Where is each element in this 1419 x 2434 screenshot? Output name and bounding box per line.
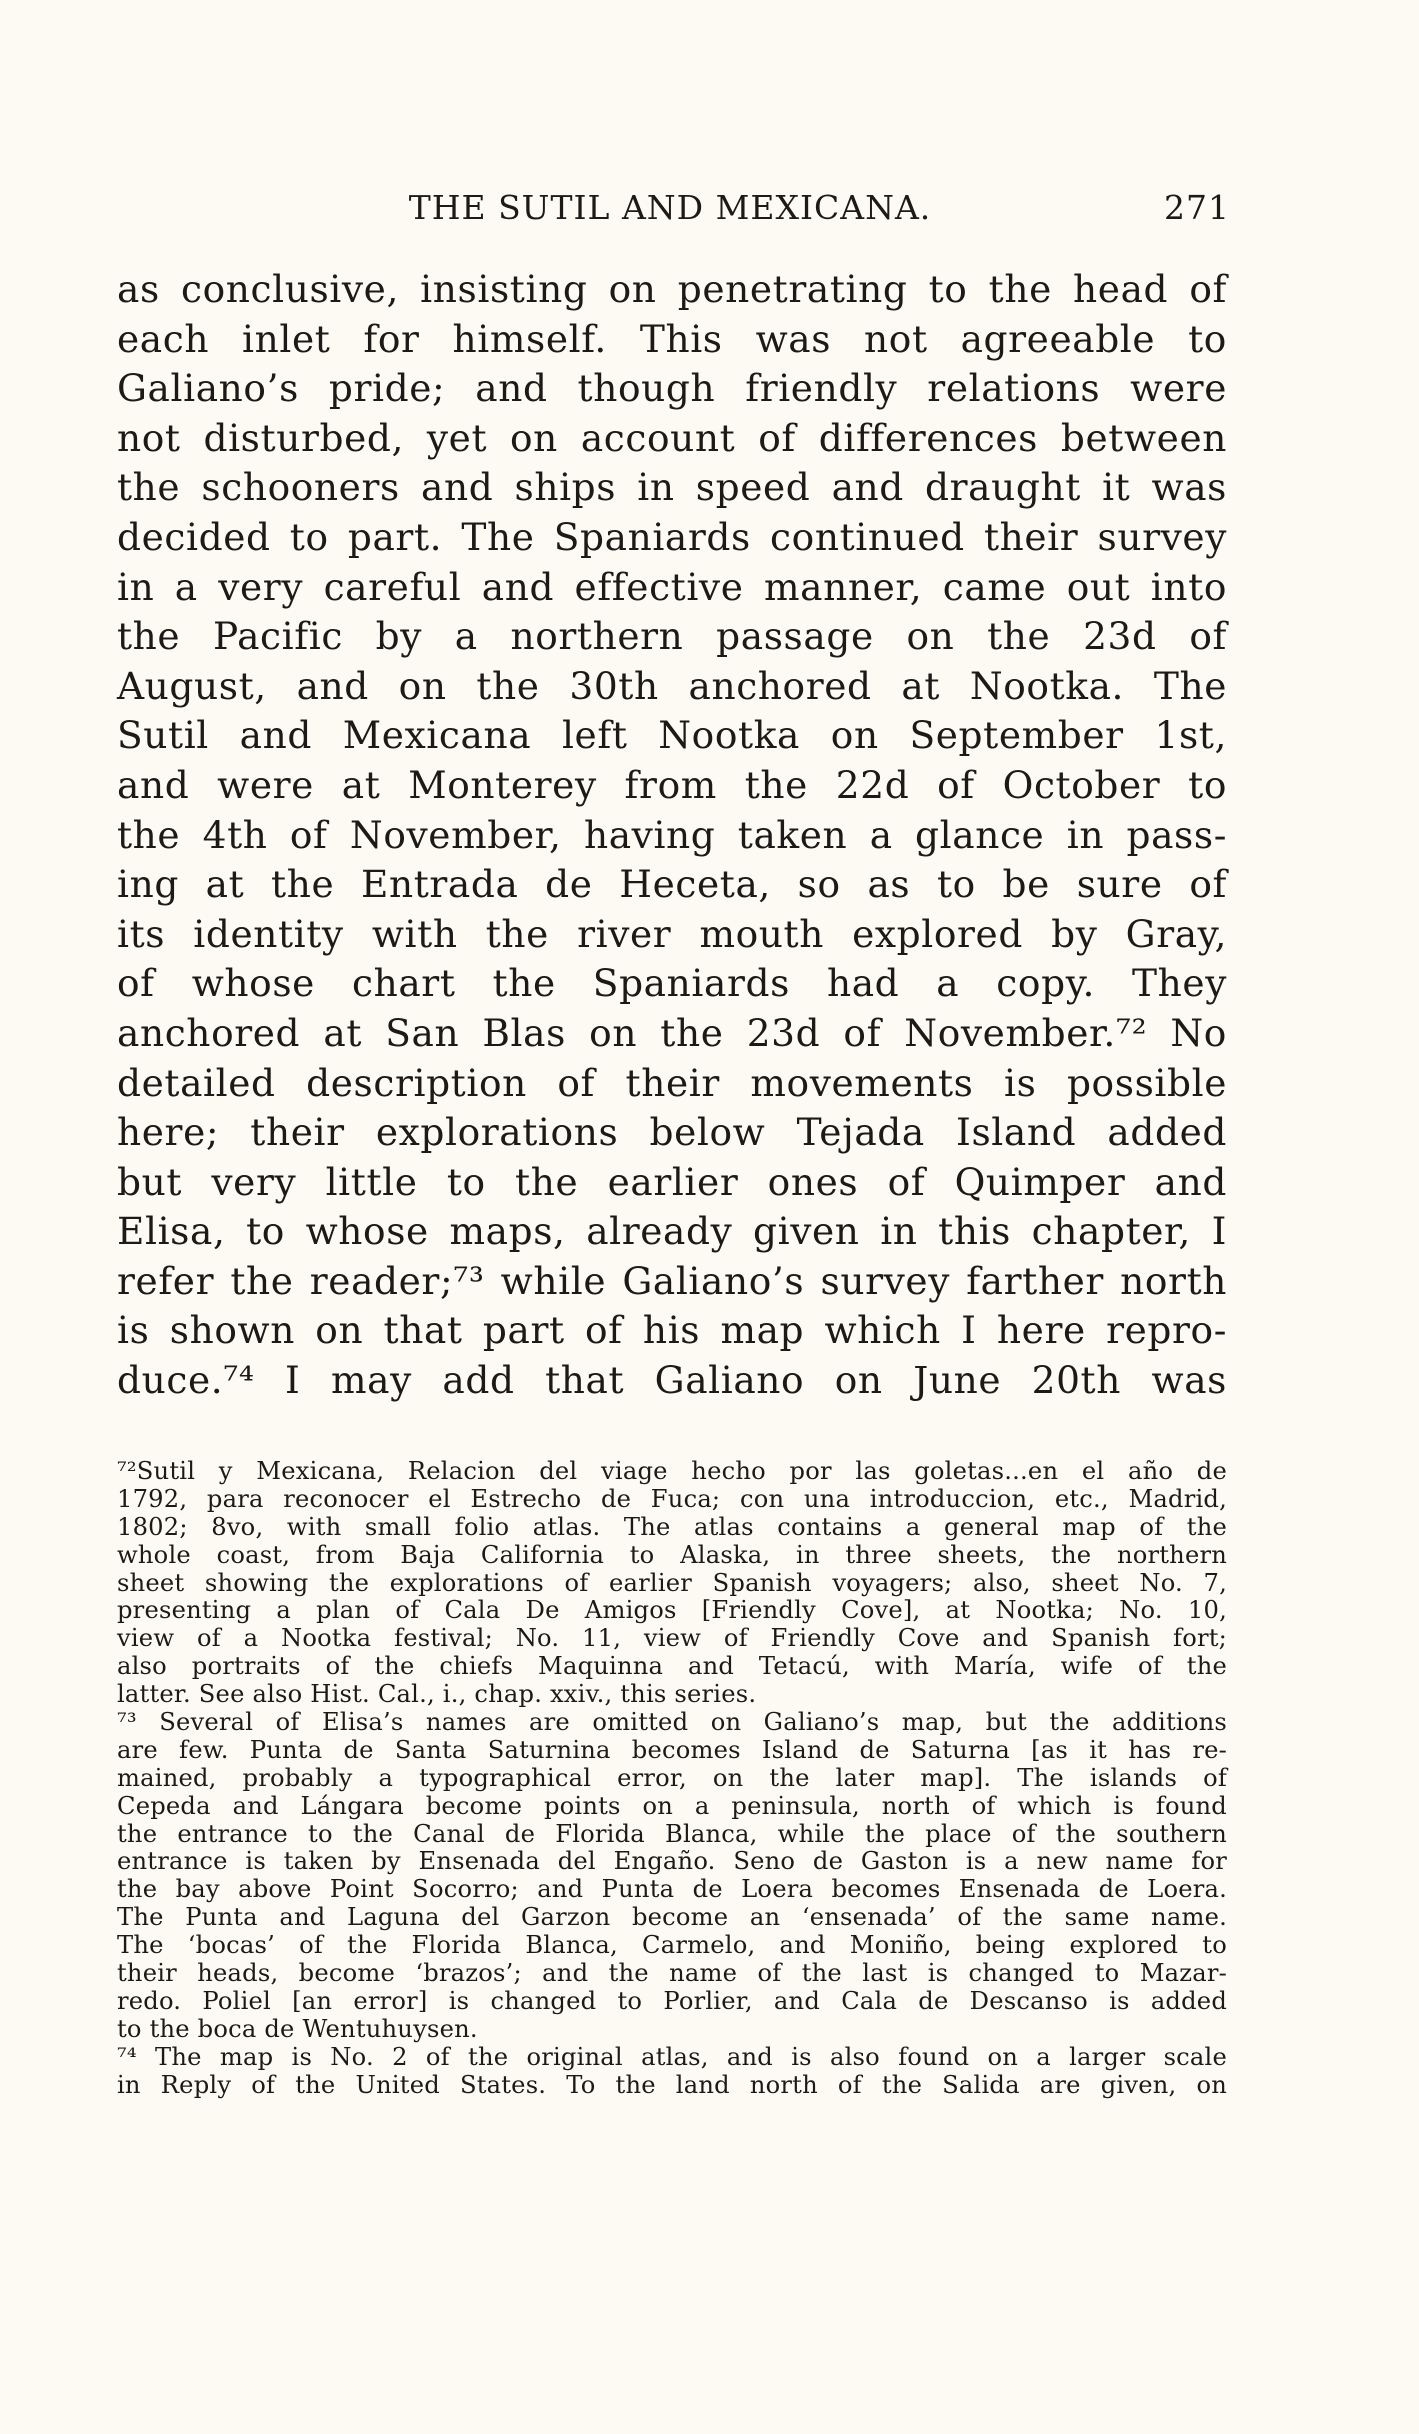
footnote-line: entrance is taken by Ensenada del Engaño. Seno de Gaston is a new name for <box>117 1847 1227 1876</box>
footnote-line: in Reply of the United States. To the land north of the Salida are given, on <box>117 2070 1227 2099</box>
body-line: is shown on that part of his map which I here repro- <box>117 1308 1227 1353</box>
body-line: each inlet for himself. This was not agreeable to <box>117 316 1227 361</box>
body-line: not disturbed, yet on account of differences between <box>117 415 1227 460</box>
footnote-line: the bay above Point Socorro; and Punta de Loera becomes Ensenada de Loera. <box>117 1875 1227 1904</box>
footnote-line: are few. Punta de Santa Saturnina becomes Island de Saturna [as it has re- <box>117 1735 1227 1764</box>
running-title: THE SUTIL AND MEXICANA. <box>408 188 932 227</box>
body-line: Elisa, to whose maps, already given in this chapter, I <box>117 1209 1227 1254</box>
body-line: August, and on the 30th anchored at Nootka. The <box>117 663 1227 708</box>
running-head <box>110 188 1230 238</box>
body-text <box>117 265 1227 1406</box>
body-line: ing at the Entrada de Heceta, so as to be sure of <box>117 862 1227 907</box>
body-line: the Pacific by a northern passage on the 23d of <box>117 614 1227 659</box>
footnote-line: the entrance to the Canal de Florida Blanca, while the place of the southern <box>117 1819 1227 1848</box>
footnote-line: latter. See also Hist. Cal., i., chap. xxiv., this series. <box>117 1680 757 1709</box>
footnote-line: ⁷⁴ The map is No. 2 of the original atlas, and is also found on a larger scale <box>117 2042 1227 2071</box>
body-line: as conclusive, insisting on penetrating to the head of <box>117 267 1227 311</box>
body-line: and were at Monterey from the 22d of October to <box>117 762 1227 807</box>
body-line: Galiano’s pride; and though friendly relations were <box>117 366 1227 411</box>
body-line: the 4th of November, having taken a glance in pass- <box>117 812 1227 857</box>
body-line: anchored at San Blas on the 23d of November.⁷² No <box>117 1010 1227 1055</box>
body-line: of whose chart the Spaniards had a copy. They <box>117 961 1227 1006</box>
body-line: detailed description of their movements is possible <box>117 1060 1227 1105</box>
footnote-line: to the boca de Wentuhuysen. <box>117 2014 478 2043</box>
footnote-line: view of a Nootka festival; No. 11, view of Friendly Cove and Spanish fort; <box>117 1624 1227 1653</box>
footnote-line: redo. Poliel [an error] is changed to Porlier, and Cala de Descanso is added <box>117 1986 1227 2015</box>
footnote-line: presenting a plan of Cala De Amigos [Friendly Cove], at Nootka; No. 10, <box>117 1596 1227 1625</box>
body-line: in a very careful and effective manner, came out into <box>117 564 1227 609</box>
body-line: decided to part. The Spaniards continued their survey <box>117 514 1227 559</box>
body-line: refer the reader;⁷³ while Galiano’s survey farther north <box>117 1258 1227 1303</box>
footnote-line: their heads, become ‘brazos’; and the name of the last is changed to Mazar- <box>117 1959 1227 1988</box>
footnote-line: also portraits of the chiefs Maquinna and Tetacú, with María, wife of the <box>117 1652 1227 1681</box>
footnote-line: Cepeda and Lángara become points on a peninsula, north of which is found <box>117 1791 1227 1820</box>
footnote-line: The Punta and Laguna del Garzon become an ‘ensenada’ of the same name. <box>117 1903 1227 1932</box>
body-line: here; their explorations below Tejada Island added <box>117 1110 1227 1155</box>
footnote-line: sheet showing the explorations of earlier Spanish voyagers; also, sheet No. 7, <box>117 1568 1227 1597</box>
footnote-line: 1792, para reconocer el Estrecho de Fuca; con una introduccion, etc., Madrid, <box>117 1484 1227 1513</box>
page-number: 271 <box>1164 188 1230 227</box>
footnote-line: The ‘bocas’ of the Florida Blanca, Carmelo, and Moniño, being explored to <box>117 1931 1227 1960</box>
body-line: its identity with the river mouth explored by Gray, <box>117 911 1227 956</box>
footnote-line: 1802; 8vo, with small folio atlas. The atlas contains a general map of the <box>117 1512 1227 1541</box>
footnote-line: whole coast, from Baja California to Alaska, in three sheets, the northern <box>117 1540 1227 1569</box>
body-line: Sutil and Mexicana left Nootka on September 1st, <box>117 713 1227 758</box>
footnote-line: mained, probably a typographical error, on the later map]. The islands of <box>117 1763 1227 1792</box>
body-line: duce.⁷⁴ I may add that Galiano on June 20th was <box>117 1358 1227 1403</box>
body-line: the schooners and ships in speed and draught it was <box>117 465 1227 510</box>
footnote-line: ⁷³ Several of Elisa’s names are omitted on Galiano’s map, but the additions <box>117 1708 1227 1737</box>
footnotes <box>117 1458 1227 2099</box>
footnote-line: ⁷²Sutil y Mexicana, Relacion del viage hecho por las goletas...en el año de <box>117 1457 1227 1485</box>
body-line: but very little to the earlier ones of Quimper and <box>117 1159 1227 1204</box>
